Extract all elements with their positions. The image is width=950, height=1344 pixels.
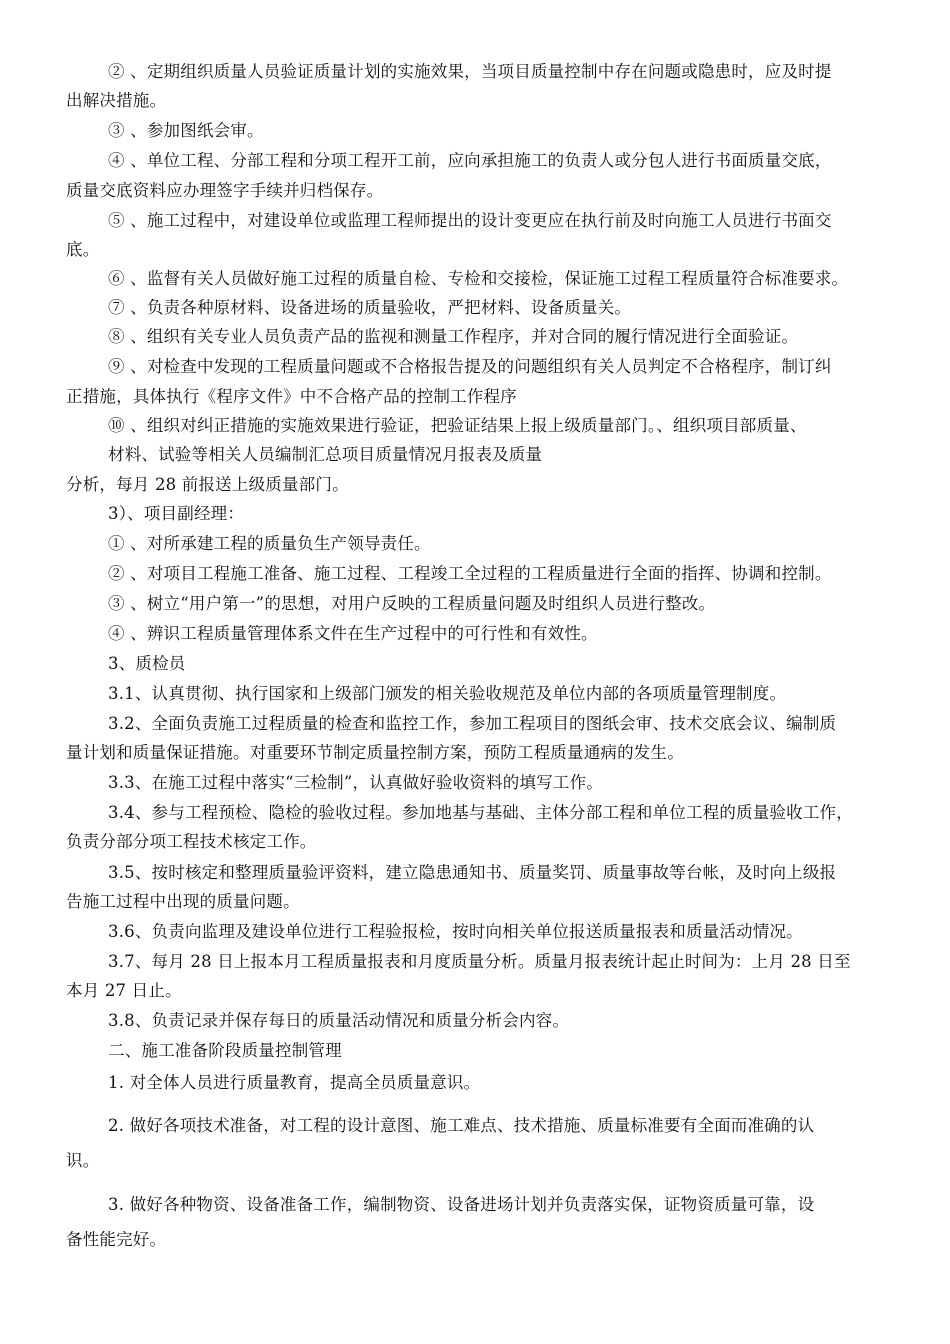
section-heading: 3、质检员 (108, 654, 186, 673)
paragraph-line: ⑦ 、负责各种原材料、设备进场的质量验收，严把材料、设备质量关。 (108, 298, 632, 317)
paragraph-line: 备性能完好。 (66, 1230, 167, 1249)
paragraph-line: ⑧ 、组织有关专业人员负责产品的监视和测量工作程序，并对合同的履行情况进行全面验证。 (108, 327, 799, 346)
paragraph-line: ⑥ 、监督有关人员做好施工过程的质量自检、专检和交接检，保证施工过程工程质量符合标准要求。 (108, 269, 849, 288)
paragraph-line: ② 、定期组织质量人员验证质量计划的实施效果，当项目质量控制中存在问题或隐患时，应及时提 (108, 62, 832, 81)
paragraph-line: 3.8、负责记录并保存每日的质量活动情况和质量分析会内容。 (108, 1011, 570, 1030)
paragraph-line: ① 、对所承建工程的质量负生产领导责任。 (108, 534, 431, 553)
section-heading: 二、施工准备阶段质量控制管理 (108, 1041, 342, 1060)
paragraph-line: 3.1、认真贯彻、执行国家和上级部门颁发的相关验收规范及单位内部的各项质量管理制度。 (108, 684, 787, 703)
paragraph-line: ⑨ 、对检查中发现的工程质量问题或不合格报告提及的问题组织有关人员判定不合格程序，制订纠 (108, 357, 832, 376)
paragraph-line: 识。 (66, 1151, 100, 1170)
paragraph-line: 告施工过程中出现的质量问题。 (66, 892, 300, 911)
paragraph-line: ③ 、树立“用户第一”的思想，对用户反映的工程质量问题及时组织人员进行整改。 (108, 594, 716, 613)
paragraph-line: 2. 做好各项技术准备，对工程的设计意图、施工难点、技术措施、质量标准要有全面而准确的认 (108, 1116, 815, 1135)
paragraph-line: 3.3、在施工过程中落实“三检制”，认真做好验收资料的填写工作。 (108, 773, 604, 792)
paragraph-line: 分析，每月 28 前报送上级质量部门。 (66, 475, 349, 494)
paragraph-line: 负责分部分项工程技术核定工作。 (66, 832, 317, 851)
paragraph-line: 质量交底资料应办理签字手续并归档保存。 (66, 181, 384, 200)
paragraph-line: 3.5、按时核定和整理质量验评资料，建立隐患通知书、质量奖罚、质量事故等台帐，及时向上级报 (108, 863, 837, 882)
paragraph-line: 3.4、参与工程预检、隐检的验收过程。参加地基与基础、主体分部工程和单位工程的质量验收工作， (108, 803, 853, 822)
section-heading: 3）、项目副经理： (108, 504, 245, 523)
paragraph-line: ⑩ 、组织对纠正措施的实施效果进行验证，把验证结果上报上级质量部门。、组织项目部质量、 (108, 416, 807, 435)
paragraph-line: ④ 、辨识工程质量管理体系文件在生产过程中的可行性和有效性。 (108, 624, 598, 643)
paragraph-line: 1. 对全体人员进行质量教育，提高全员质量意识。 (108, 1073, 481, 1092)
paragraph-line: ④ 、单位工程、分部工程和分项工程开工前，应向承担施工的负责人或分包人进行书面质量交底， (108, 151, 832, 170)
paragraph-line: ⑤ 、施工过程中，对建设单位或监理工程师提出的设计变更应在执行前及时向施工人员进行书面交 (108, 211, 832, 230)
paragraph-line: 本月 27 日止。 (66, 981, 182, 1000)
paragraph-line: 3.6、负责向监理及建设单位进行工程验报检，按时向相关单位报送质量报表和质量活动情况。 (108, 922, 803, 941)
paragraph-line: 出解决措施。 (66, 91, 167, 110)
paragraph-line: ③ 、参加图纸会审。 (108, 121, 264, 140)
paragraph-line: 量计划和质量保证措施。对重要环节制定质量控制方案，预防工程质量通病的发生。 (66, 743, 684, 762)
paragraph-line: 3.7、每月 28 日上报本月工程质量报表和月度质量分析。质量月报表统计起止时间为：上月 28 日至 (108, 952, 851, 971)
paragraph-line: 3.2、全面负责施工过程质量的检查和监控工作，参加工程项目的图纸会审、技术交底会议、编制质 (108, 714, 837, 733)
paragraph-line: 正措施，具体执行《程序文件》中不合格产品的控制工作程序 (66, 387, 517, 406)
paragraph-line: 底。 (66, 240, 100, 259)
paragraph-line: 材料、试验等相关人员编制汇总项目质量情况月报表及质量 (108, 445, 543, 464)
paragraph-line: ② 、对项目工程施工准备、施工过程、工程竣工全过程的工程质量进行全面的指挥、协调和控制。 (108, 564, 832, 583)
paragraph-line: 3. 做好各种物资、设备准备工作，编制物资、设备进场计划并负责落实保，证物资质量可靠，设 (108, 1195, 815, 1214)
